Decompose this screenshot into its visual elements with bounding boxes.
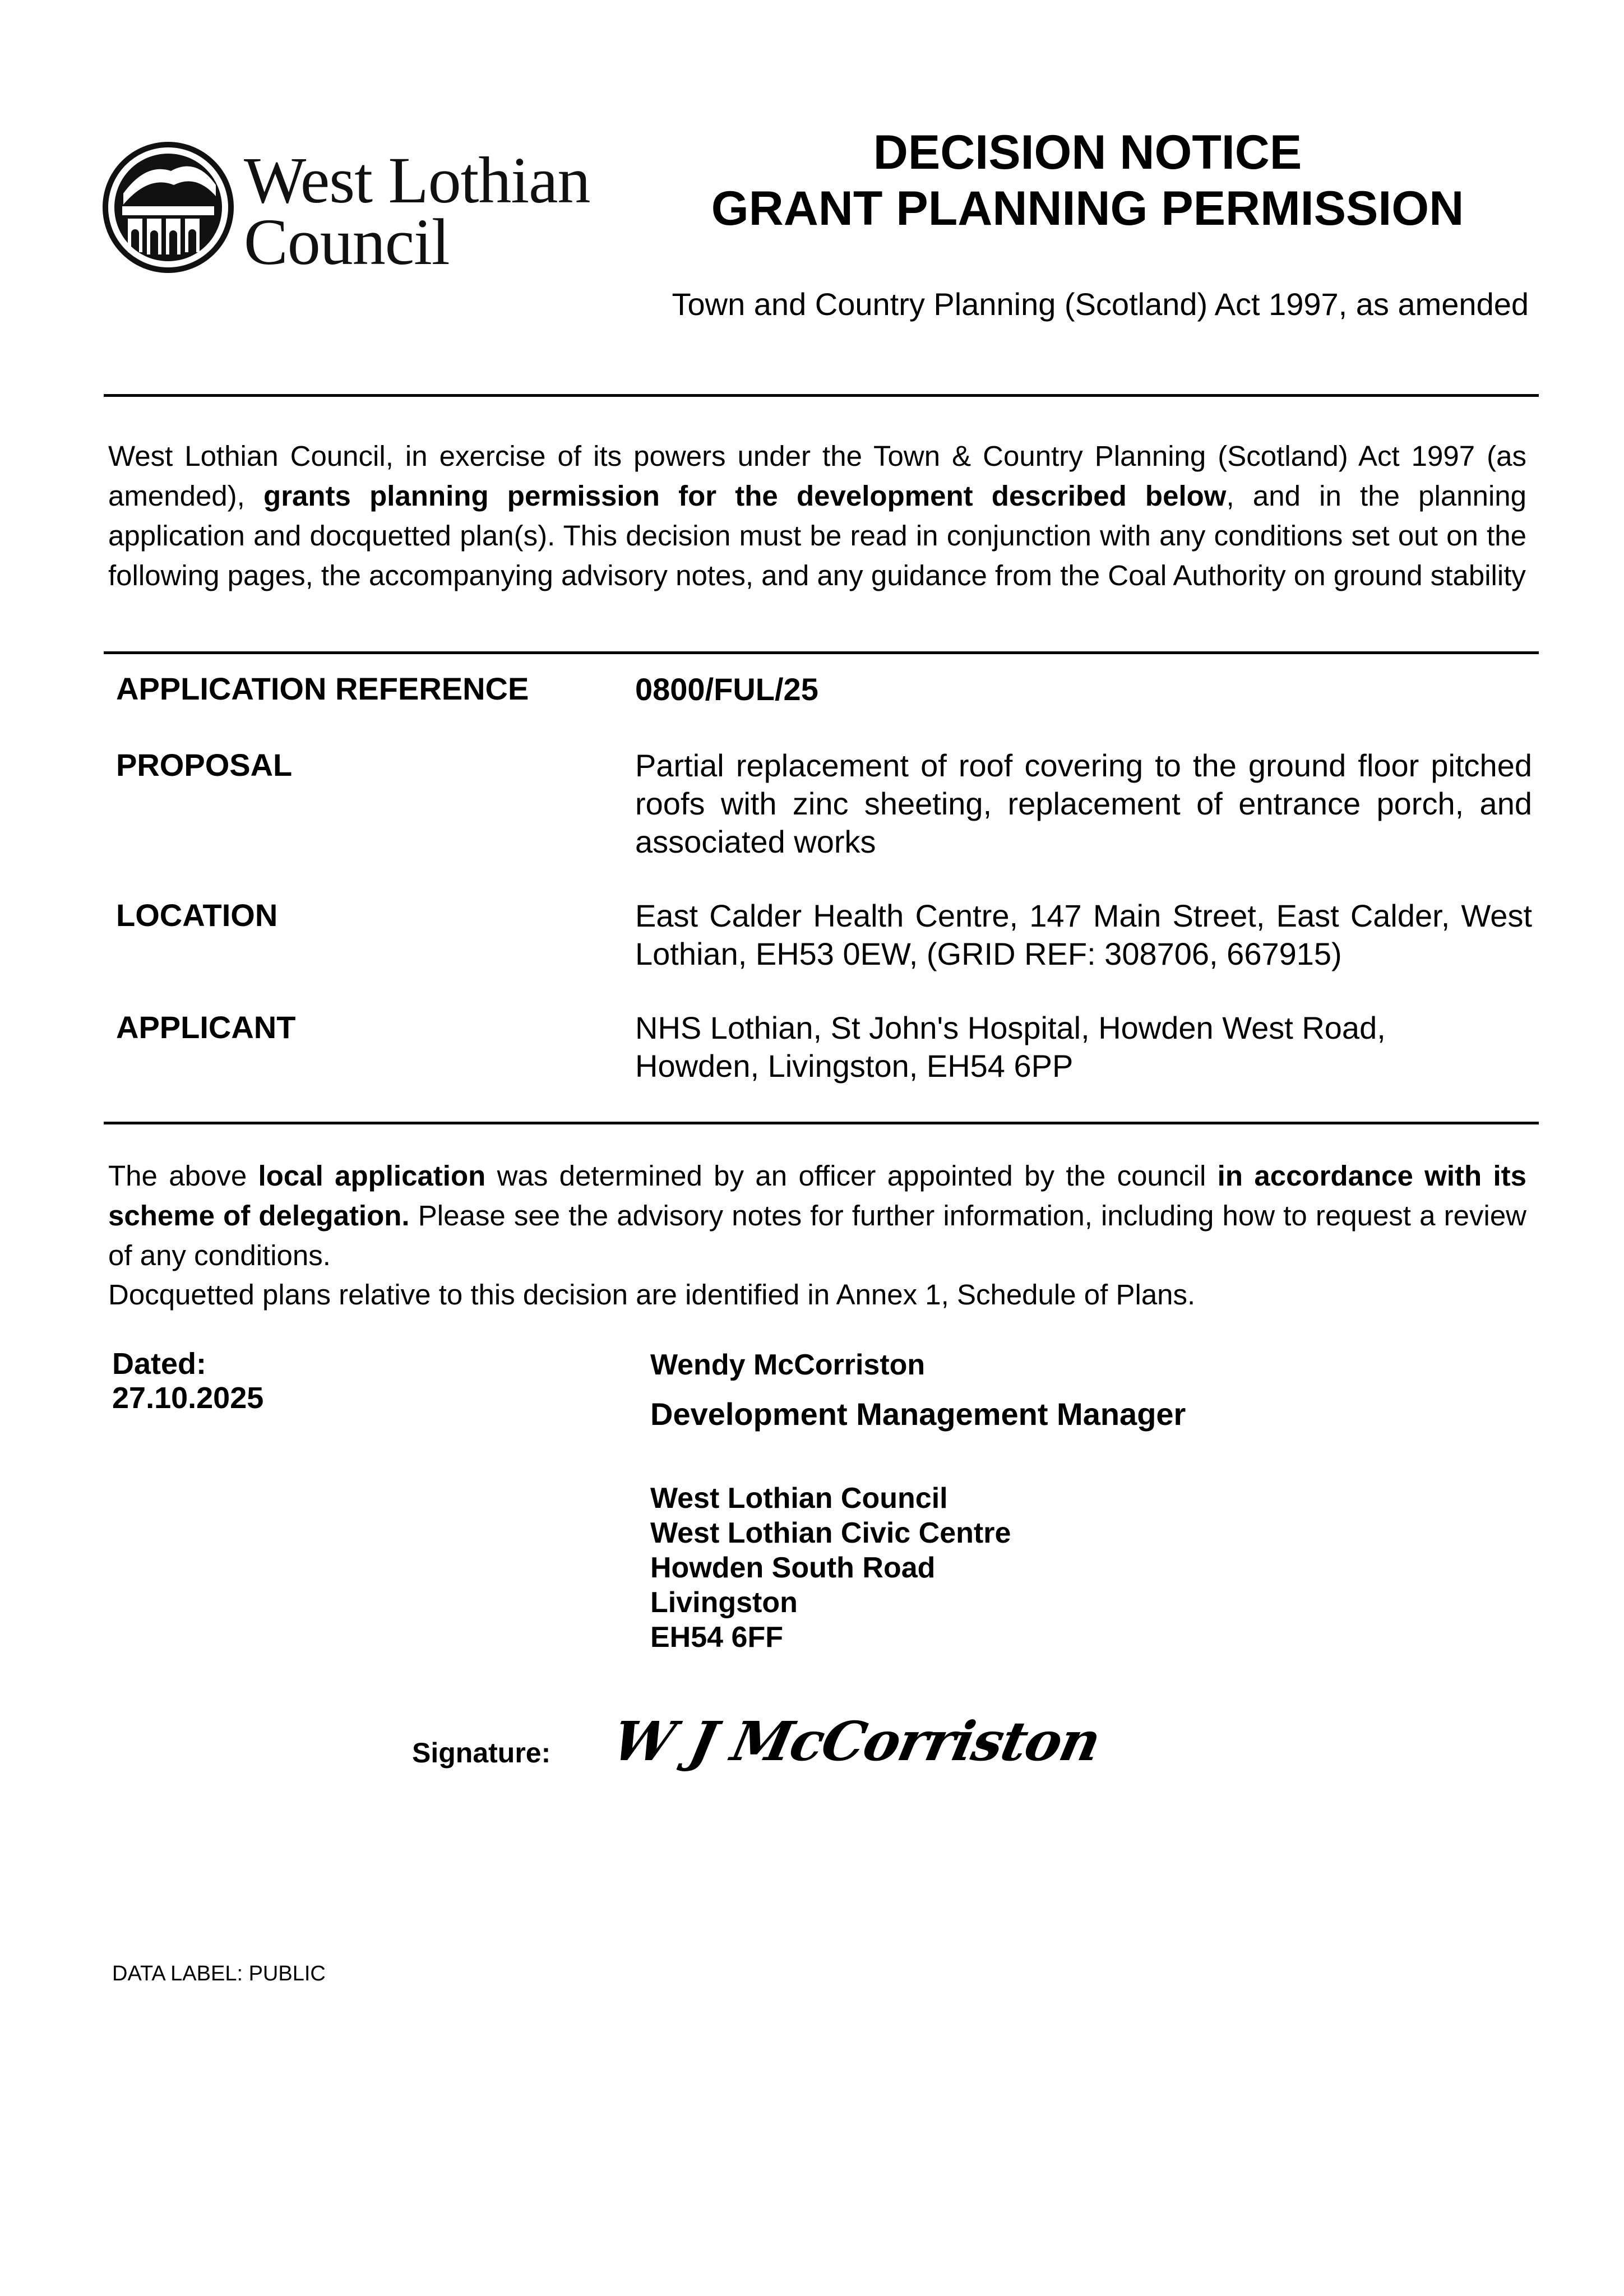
act-subtitle: Town and Country Planning (Scotland) Act 1997, as amended	[672, 286, 1529, 322]
divider-details-bottom	[104, 1122, 1539, 1124]
title-line-2: GRANT PLANNING PERMISSION	[711, 182, 1464, 235]
council-address	[650, 1481, 1011, 1655]
dated-label: Dated:	[112, 1347, 207, 1381]
address-line: West Lothian Civic Centre	[650, 1517, 1011, 1549]
title-line-1: DECISION NOTICE	[873, 126, 1302, 179]
divider-top	[104, 394, 1539, 397]
determination-text-1: The above	[108, 1160, 258, 1192]
determination-bold-1: local application	[258, 1160, 486, 1192]
proposal-value: Partial replacement of roof covering to the ground floor pitched roofs with zinc sheeting, replacement of entrance porch, and associated works	[635, 748, 1532, 859]
applicant-line-1: NHS Lothian, St John's Hospital, Howden West Road,	[635, 1010, 1386, 1045]
applicant-label: APPLICANT	[116, 1010, 296, 1045]
officer-name: Wendy McCorriston	[650, 1349, 926, 1381]
officer-title: Development Management Manager	[650, 1396, 1186, 1432]
intro-paragraph	[108, 436, 1526, 595]
applicant-value	[635, 1009, 1532, 1085]
location-value: East Calder Health Centre, 147 Main Street, East Calder, West Lothian, EH53 0EW, (GRID REF: 308706, 667915)	[635, 898, 1532, 971]
logo-line-1: West Lothian	[244, 144, 590, 217]
signature-label: Signature:	[412, 1737, 551, 1769]
data-label: DATA LABEL: PUBLIC	[112, 1962, 326, 1985]
address-line: West Lothian Council	[650, 1482, 948, 1515]
determination-text-3: Please see the advisory notes for further information, including how to request a review of any conditions.	[108, 1200, 1527, 1271]
bridge-emblem-icon	[101, 140, 235, 275]
applicant-line-2: Howden, Livingston, EH54 6PP	[635, 1048, 1074, 1084]
docquetted-plans-note: Docquetted plans relative to this decision are identified in Annex 1, Schedule of Plans.	[108, 1279, 1196, 1311]
address-line: Livingston	[650, 1586, 798, 1619]
intro-text-2: , and in the planning application and docquetted plan(s). This decision must be read in conjunction with any conditions set out on the following pages, the accompanying advisory notes, and any guidance from the Coal Authority on ground stability	[108, 480, 1527, 591]
address-line: Howden South Road	[650, 1552, 936, 1584]
dated-value: 27.10.2025	[112, 1381, 264, 1415]
determination-text-2: was determined by an officer appointed by the council	[485, 1160, 1218, 1192]
reference-value: 0800/FUL/25	[635, 672, 818, 707]
council-logo	[101, 137, 605, 283]
divider-details-top	[104, 651, 1539, 654]
logo-wordmark	[244, 144, 590, 279]
reference-label: APPLICATION REFERENCE	[116, 671, 529, 706]
intro-text-1: West Lothian Council, in exercise of its powers under the Town & Country Planning (Scotland) Act 1997 (as amended),	[108, 440, 1526, 512]
address-line: EH54 6FF	[650, 1621, 783, 1654]
determination-bold-2: in accordance with its scheme of delegation.	[108, 1160, 1526, 1232]
determination-paragraph	[108, 1156, 1526, 1275]
logo-line-2: Council	[244, 205, 450, 279]
location-label: LOCATION	[116, 897, 278, 933]
proposal-label: PROPOSAL	[116, 747, 293, 783]
handwritten-signature: W J McCorriston	[607, 1710, 1106, 1773]
intro-bold-text: grants planning permission for the development described below	[263, 480, 1227, 512]
